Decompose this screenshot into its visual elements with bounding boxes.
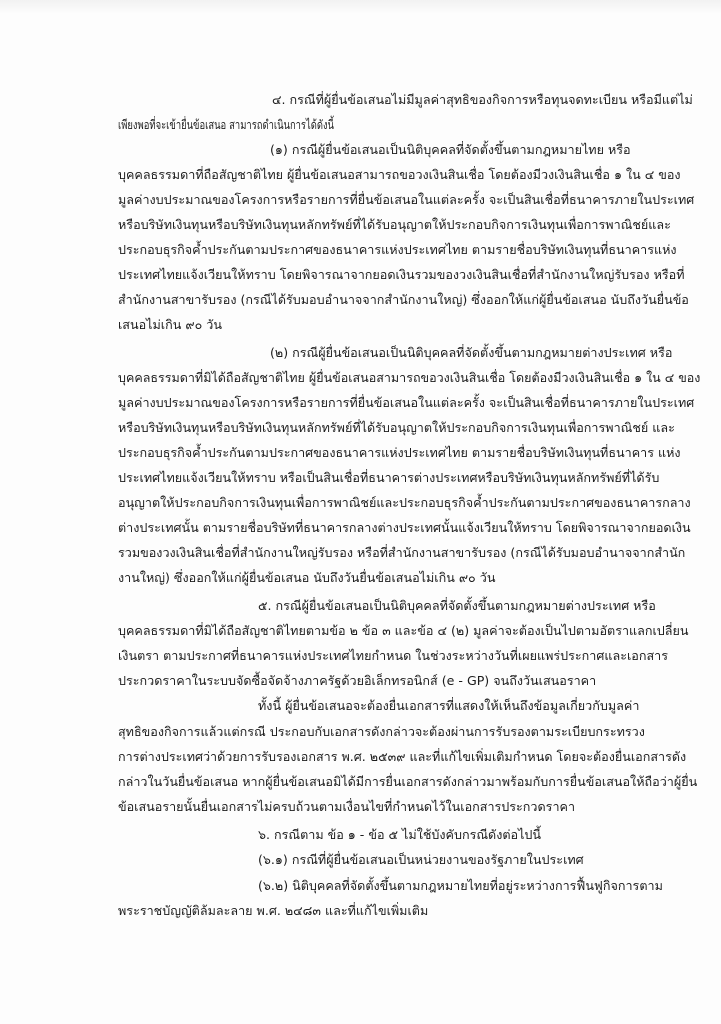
subparagraph-2-line-5: ประกอบธุรกิจค้ำประกันตามประกาศของธนาคารแห่งประเทศไทย ตามรายชื่อบริษัทเงินทุนที่ธนาคาร แห่ง — [118, 445, 681, 460]
subparagraph-1-line-6: ประเทศไทยแจ้งเวียนให้ทราบ โดยพิจารณาจากยอดเงินรวมของวงเงินสินเชื่อที่สำนักงานใหญ่รับรอง หรือที่ — [118, 267, 685, 282]
paragraph-4-line-2: เพียงพอที่จะเข้ายื่นข้อเสนอ สามารถดำเนินการได้ดังนี้ — [118, 117, 334, 132]
scan-edge-shading — [0, 0, 721, 14]
paragraph-5-line-1: ๕. กรณีผู้ยื่นข้อเสนอเป็นนิติบุคคลที่จัดตั้งขึ้นตามกฎหมายต่างประเทศ หรือ — [258, 598, 656, 613]
note-line-5: ข้อเสนอรายนั้นยื่นเอกสารไม่ครบถ้วนตามเงื่อนไขที่กำหนดไว้ในเอกสารประกวดราคา — [118, 799, 576, 814]
note-line-1: ทั้งนี้ ผู้ยื่นข้อเสนอจะต้องยื่นเอกสารที่แสดงให้เห็นถึงข้อมูลเกี่ยวกับมูลค่า — [258, 698, 640, 713]
paragraph-6-line-1: ๖. กรณีตาม ข้อ ๑ - ข้อ ๕ ไม่ใช้บังคับกรณีดังต่อไปนี้ — [258, 827, 542, 842]
subparagraph-2-line-3: มูลค่างบประมาณของโครงการหรือรายการที่ยื่นข้อเสนอในแต่ละครั้ง จะเป็นสินเชื่อที่ธนาคารภายในประเทศ — [118, 395, 695, 410]
paragraph-5-line-3: เงินตรา ตามประกาศที่ธนาคารแห่งประเทศไทยกำหนด ในช่วงระหว่างวันที่เผยแพร่ประกาศและเอกสาร — [118, 648, 668, 663]
paragraph-5-line-4: ประกวดราคาในระบบจัดซื้อจัดจ้างภาครัฐด้วยอิเล็กทรอนิกส์ (e - GP) จนถึงวันเสนอราคา — [118, 673, 597, 688]
note-line-2: สุทธิของกิจการแล้วแต่กรณี ประกอบกับเอกสารดังกล่าวจะต้องผ่านการรับรองตามระเบียบกระทรวง — [118, 724, 645, 739]
subparagraph-2-line-8: ต่างประเทศนั้น ตามรายชื่อบริษัทที่ธนาคารกลางต่างประเทศนั้นแจ้งเวียนให้ทราบ โดยพิจารณาจากยอดเงิน — [118, 520, 691, 535]
subparagraph-1-line-7: สำนักงานสาขารับรอง (กรณีได้รับมอบอำนาจจากสำนักงานใหญ่) ซึ่งออกให้แก่ผู้ยื่นข้อเสนอ นับถึงวันยื่นข้อ — [118, 292, 689, 307]
subparagraph-1-line-3: มูลค่างบประมาณของโครงการหรือรายการที่ยื่นข้อเสนอในแต่ละครั้ง จะเป็นสินเชื่อที่ธนาคารภายในประเทศ — [118, 192, 695, 207]
paragraph-5-line-2: บุคคลธรรมดาที่มิได้ถือสัญชาติไทยตามข้อ ๒ ข้อ ๓ และข้อ ๔ (๒) มูลค่าจะต้องเป็นไปตามอัตราแลกเปลี่ยน — [118, 623, 689, 638]
subparagraph-2-line-2: บุคคลธรรมดาที่มิได้ถือสัญชาติไทย ผู้ยื่นข้อเสนอสามารถขอวงเงินสินเชื่อ โดยต้องมีวงเงินสินเชื่อ ๑ ใน ๔ ของ — [118, 370, 701, 385]
subparagraph-1-line-5: ประกอบธุรกิจค้ำประกันตามประกาศของธนาคารแห่งประเทศไทย ตามรายชื่อบริษัทเงินทุนที่ธนาคารแห่ง — [118, 242, 677, 257]
subparagraph-1-line-1: (๑) กรณีผู้ยื่นข้อเสนอเป็นนิติบุคคลที่จัดตั้งขึ้นตามกฎหมายไทย หรือ — [270, 142, 631, 157]
subparagraph-2-line-10: งานใหญ่) ซึ่งออกให้แก่ผู้ยื่นข้อเสนอ นับถึงวันยื่นข้อเสนอไม่เกิน ๙๐ วัน — [118, 570, 496, 585]
subparagraph-2-line-9: รวมของวงเงินสินเชื่อที่สำนักงานใหญ่รับรอง หรือที่สำนักงานสาขารับรอง (กรณีได้รับมอบอำนาจจากสำนัก — [118, 545, 686, 560]
subparagraph-1-line-4: หรือบริษัทเงินทุนหรือบริษัทเงินทุนหลักทรัพย์ที่ได้รับอนุญาตให้ประกอบกิจการเงินทุนเพื่อการพาณิชย์และ — [118, 217, 671, 232]
subparagraph-2-line-1: (๒) กรณีผู้ยื่นข้อเสนอเป็นนิติบุคคลที่จัดตั้งขึ้นตามกฎหมายต่างประเทศ หรือ — [270, 345, 673, 360]
subparagraph-6-2-line-2: พระราชบัญญัติล้มละลาย พ.ศ. ๒๔๘๓ และที่แก้ไขเพิ่มเติม — [118, 903, 429, 918]
subparagraph-1-line-8: เสนอไม่เกิน ๙๐ วัน — [118, 317, 222, 332]
note-line-4: กล่าวในวันยื่นข้อเสนอ หากผู้ยื่นข้อเสนอมิได้มีการยื่นเอกสารดังกล่าวมาพร้อมกับการยื่นข้อเสนอให้ถือว่าผู้ยื่น — [118, 774, 698, 789]
subparagraph-6-1-line-1: (๖.๑) กรณีที่ผู้ยื่นข้อเสนอเป็นหน่วยงานของรัฐภายในประเทศ — [258, 852, 584, 867]
subparagraph-1-line-2: บุคคลธรรมดาที่ถือสัญชาติไทย ผู้ยื่นข้อเสนอสามารถขอวงเงินสินเชื่อ โดยต้องมีวงเงินสินเชื่อ ๑ ใน ๔ ของ — [118, 167, 681, 182]
paragraph-4-line-1: ๔. กรณีที่ผู้ยื่นข้อเสนอไม่มีมูลค่าสุทธิของกิจการหรือทุนจดทะเบียน หรือมีแต่ไม่ — [272, 92, 693, 107]
note-line-3: การต่างประเทศว่าด้วยการรับรองเอกสาร พ.ศ. ๒๕๓๙ และที่แก้ไขเพิ่มเติมกำหนด โดยจะต้องยื่นเอกสารดัง — [118, 749, 687, 764]
subparagraph-2-line-6: ประเทศไทยแจ้งเวียนให้ทราบ หรือเป็นสินเชื่อที่ธนาคารต่างประเทศหรือบริษัทเงินทุนหลักทรัพย์ที่ได้รับ — [118, 470, 660, 485]
subparagraph-2-line-7: อนุญาตให้ประกอบกิจการเงินทุนเพื่อการพาณิชย์และประกอบธุรกิจค้ำประกันตามประกาศของธนาคารกลาง — [118, 495, 691, 510]
subparagraph-6-2-line-1: (๖.๒) นิติบุคคลที่จัดตั้งขึ้นตามกฎหมายไทยที่อยู่ระหว่างการฟื้นฟูกิจการตาม — [258, 878, 663, 893]
subparagraph-2-line-4: หรือบริษัทเงินทุนหรือบริษัทเงินทุนหลักทรัพย์ที่ได้รับอนุญาตให้ประกอบกิจการเงินทุนเพื่อการพาณิชย์ และ — [118, 420, 675, 435]
